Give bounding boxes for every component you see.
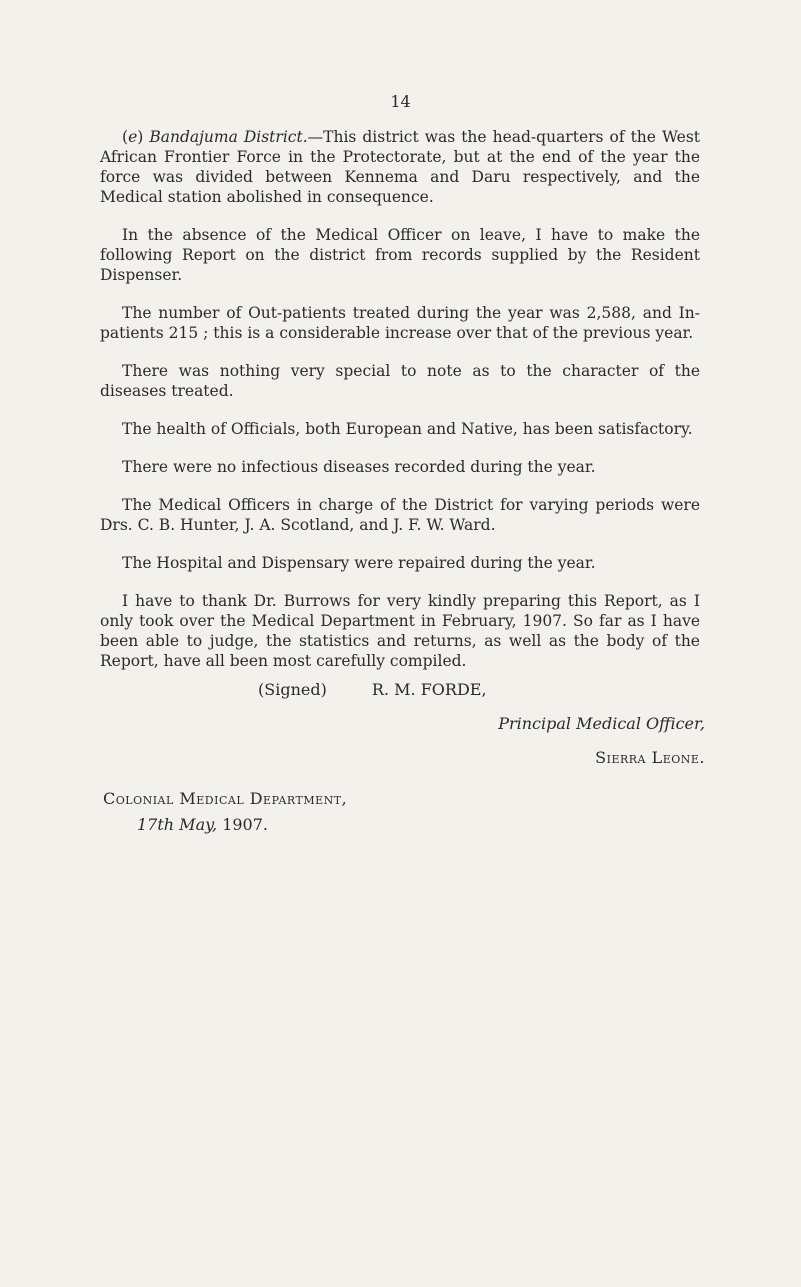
report-body	[100, 127, 700, 689]
page-number: 14	[390, 92, 411, 111]
paragraph: There was nothing very special to note as to the character of the diseases treated.	[100, 362, 700, 400]
date-day: 17th May,	[137, 815, 218, 834]
paragraph-text: —This district was the head-quarters of the West African Frontier Force in the Protectorate, but at the end of the year the force was divided between Kennema and Daru respectively, and the Medical station abolished in consequence.	[100, 128, 701, 206]
signature-line	[258, 680, 487, 699]
paragraph: The Hospital and Dispensary were repaired during the year.	[122, 554, 596, 572]
section-label-letter: e	[128, 128, 138, 146]
paragraph-bandajuma	[100, 127, 700, 207]
signatory-title: Principal Medical Officer,	[498, 714, 705, 733]
section-label-open: (	[122, 128, 129, 146]
paragraph: In the absence of the Medical Officer on leave, I have to make the following Report on the district from records supplied by the Resident Dispenser.	[100, 226, 700, 284]
signatory-place: Sierra Leone.	[595, 748, 705, 767]
paragraph: The health of Officials, both European and Native, has been satisfactory.	[122, 420, 693, 438]
report-date	[137, 815, 268, 834]
section-label-close: )	[137, 128, 150, 146]
department-name: Colonial Medical Department,	[103, 789, 348, 808]
paragraph: I have to thank Dr. Burrows for very kindly preparing this Report, as I only took over the Medical Department in February, 1907. So far as I have been able to judge, the statistics and returns, as well as the body of the Report, have all been most carefully compiled.	[100, 592, 700, 670]
paragraph: The number of Out-patients treated during the year was 2,588, and In-patients 215 ; this is a considerable increase over that of the previous year.	[100, 304, 700, 342]
section-heading: Bandajuma District.	[149, 128, 308, 146]
signed-label: (Signed)	[258, 680, 327, 699]
paragraph: The Medical Officers in charge of the District for varying periods were Drs. C. B. Hunter, J. A. Scotland, and J. F. W. Ward.	[100, 496, 700, 534]
signatory-name: R. M. FORDE,	[371, 680, 487, 699]
paragraph: There were no infectious diseases recorded during the year.	[122, 458, 596, 476]
date-year: 1907.	[217, 815, 268, 834]
